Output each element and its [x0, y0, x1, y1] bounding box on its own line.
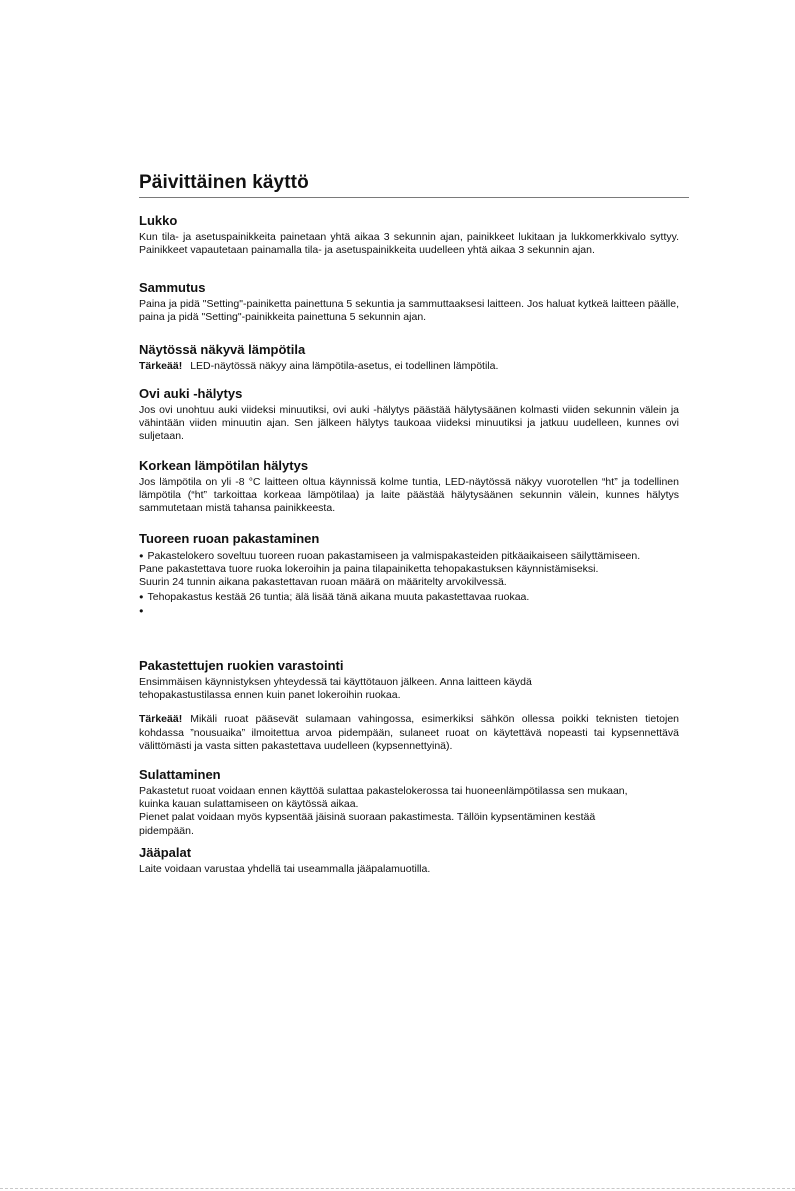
section-ovi: [139, 386, 679, 444]
section-heading-tuore: Tuoreen ruoan pakastaminen: [139, 531, 320, 546]
section-tuore: [139, 531, 679, 618]
section-text-ovi: Jos ovi unohtuu auki viideksi minuutiksi, ovi auki -hälytys päästää hälytysäänen kolmasti viiden sekunnin välein ja vähintään viiden minuutin ajan. Sen jälkeen hälytys taukoaa viideksi minuutiksi ja jatkuu uudelleen, kunnes ovi suljetaan.: [139, 404, 679, 443]
list-item: Suurin 24 tunnin aikana pakastettavan ruoan määrä on määritelty arvokilvessä.: [139, 576, 507, 589]
section-text-varastointi: Ensimmäisen käynnistyksen yhteydessä tai käyttötauon jälkeen. Anna laitteen käydä tehopakastustilassa ennen kuin panet lokeroihin ruokaa.: [139, 676, 532, 702]
section-heading-varastointi: Pakastettujen ruokien varastointi: [139, 658, 344, 673]
section-heading-jaapalat: Jääpalat: [139, 845, 192, 860]
section-text-sammutus: Paina ja pidä "Setting"-painiketta painettuna 5 sekuntia ja sammuttaaksesi laitteen. Jos haluat kytkeä laitteen päälle, paina ja pidä "Setting"-painikkeita painettuna 5 sekunnin ajan.: [139, 298, 679, 324]
section-heading-lukko: Lukko: [139, 213, 178, 228]
important-text: LED-näytössä näkyy aina lämpötila-asetus, ei todellinen lämpötila.: [190, 360, 499, 372]
section-text-korkea: Jos lämpötila on yli -8 °C laitteen oltua käynnissä kolme tuntia, LED-näytössä näkyy vuorotellen “ht” ja todellinen lämpötila (“ht” tarkoittaa korkeaa lämpötilaa) ja laite päästää hälytysäänen sekunnin välein, kunnes hälytys sammutetaan mistä tahansa painikkeesta.: [139, 476, 679, 515]
list-item: Pane pakastettava tuore ruoka lokeroihin ja paina tilapainiketta tehopakastuksen käynnistämiseksi.: [139, 563, 599, 576]
page-bottom-divider: [0, 1188, 795, 1189]
important-label: Tärkeää!: [139, 713, 183, 726]
section-text-naytto: [139, 360, 679, 373]
section-lukko: [139, 213, 679, 257]
section-sulattaminen: [139, 767, 679, 838]
section-heading-naytto: Näytössä näkyvä lämpötila: [139, 342, 306, 357]
section-korkea: [139, 458, 679, 516]
section-text-lukko: Kun tila- ja asetuspainikkeita painetaan yhtä aikaa 3 sekunnin ajan, painikkeet lukitaan ja lukkomerkkivalo syttyy. Painikkeet vapautetaan painamalla tila- ja asetuspainikkeita uudelleen yhtä aikaa 3 sekunnin ajan.: [139, 231, 679, 257]
section-sammutus: [139, 280, 679, 324]
section-text-sulattaminen: Pakastetut ruoat voidaan ennen käyttöä sulattaa pakastelokerossa tai huoneenlämpötilassa sen mukaan, kuinka kauan sulattamiseen on käytössä aikaa.: [139, 785, 628, 811]
section-text-jaapalat: Laite voidaan varustaa yhdellä tai useammalla jääpalamuotilla.: [139, 863, 431, 875]
list-item: [139, 604, 679, 618]
section-varastointi: [139, 658, 679, 753]
section-important-varastointi: [139, 713, 679, 753]
section-naytto: [139, 342, 679, 373]
section-heading-sammutus: Sammutus: [139, 280, 206, 295]
important-text: Mikäli ruoat pääsevät sulamaan vahingossa, esimerkiksi sähkön ollessa poikki teknisten tietojen kohdassa ”nousuaika” ilmoitettua arvoa pidempään, sulaneet ruoat on käytettävä nopeasti tai kypsennettävä välittömästi ja vasta sitten pakastettava uudelleen (kypsennettyinä).: [139, 713, 679, 752]
section-heading-ovi: Ovi auki -hälytys: [139, 386, 243, 401]
section-text-sulattaminen-2: Pienet palat voidaan myös kypsentää jäisinä suoraan pakastimesta. Tällöin kypsentäminen kestää pidempään.: [139, 811, 596, 837]
list-item: ● Pakastelokero soveltuu tuoreen ruoan pakastamiseen ja valmispakasteiden pitkäaikaiseen säilyttämiseen.: [139, 549, 679, 563]
section-heading-korkea: Korkean lämpötilan hälytys: [139, 458, 309, 473]
list-item: ● Tehopakastus kestää 26 tuntia; älä lisää tänä aikana muuta pakastettavaa ruokaa.: [139, 590, 679, 604]
page-title: Päivittäinen käyttö: [139, 172, 309, 193]
section-heading-sulattaminen: Sulattaminen: [139, 767, 221, 782]
title-divider: [139, 197, 689, 198]
section-jaapalat: [139, 845, 679, 876]
important-label: Tärkeää!: [139, 360, 183, 372]
